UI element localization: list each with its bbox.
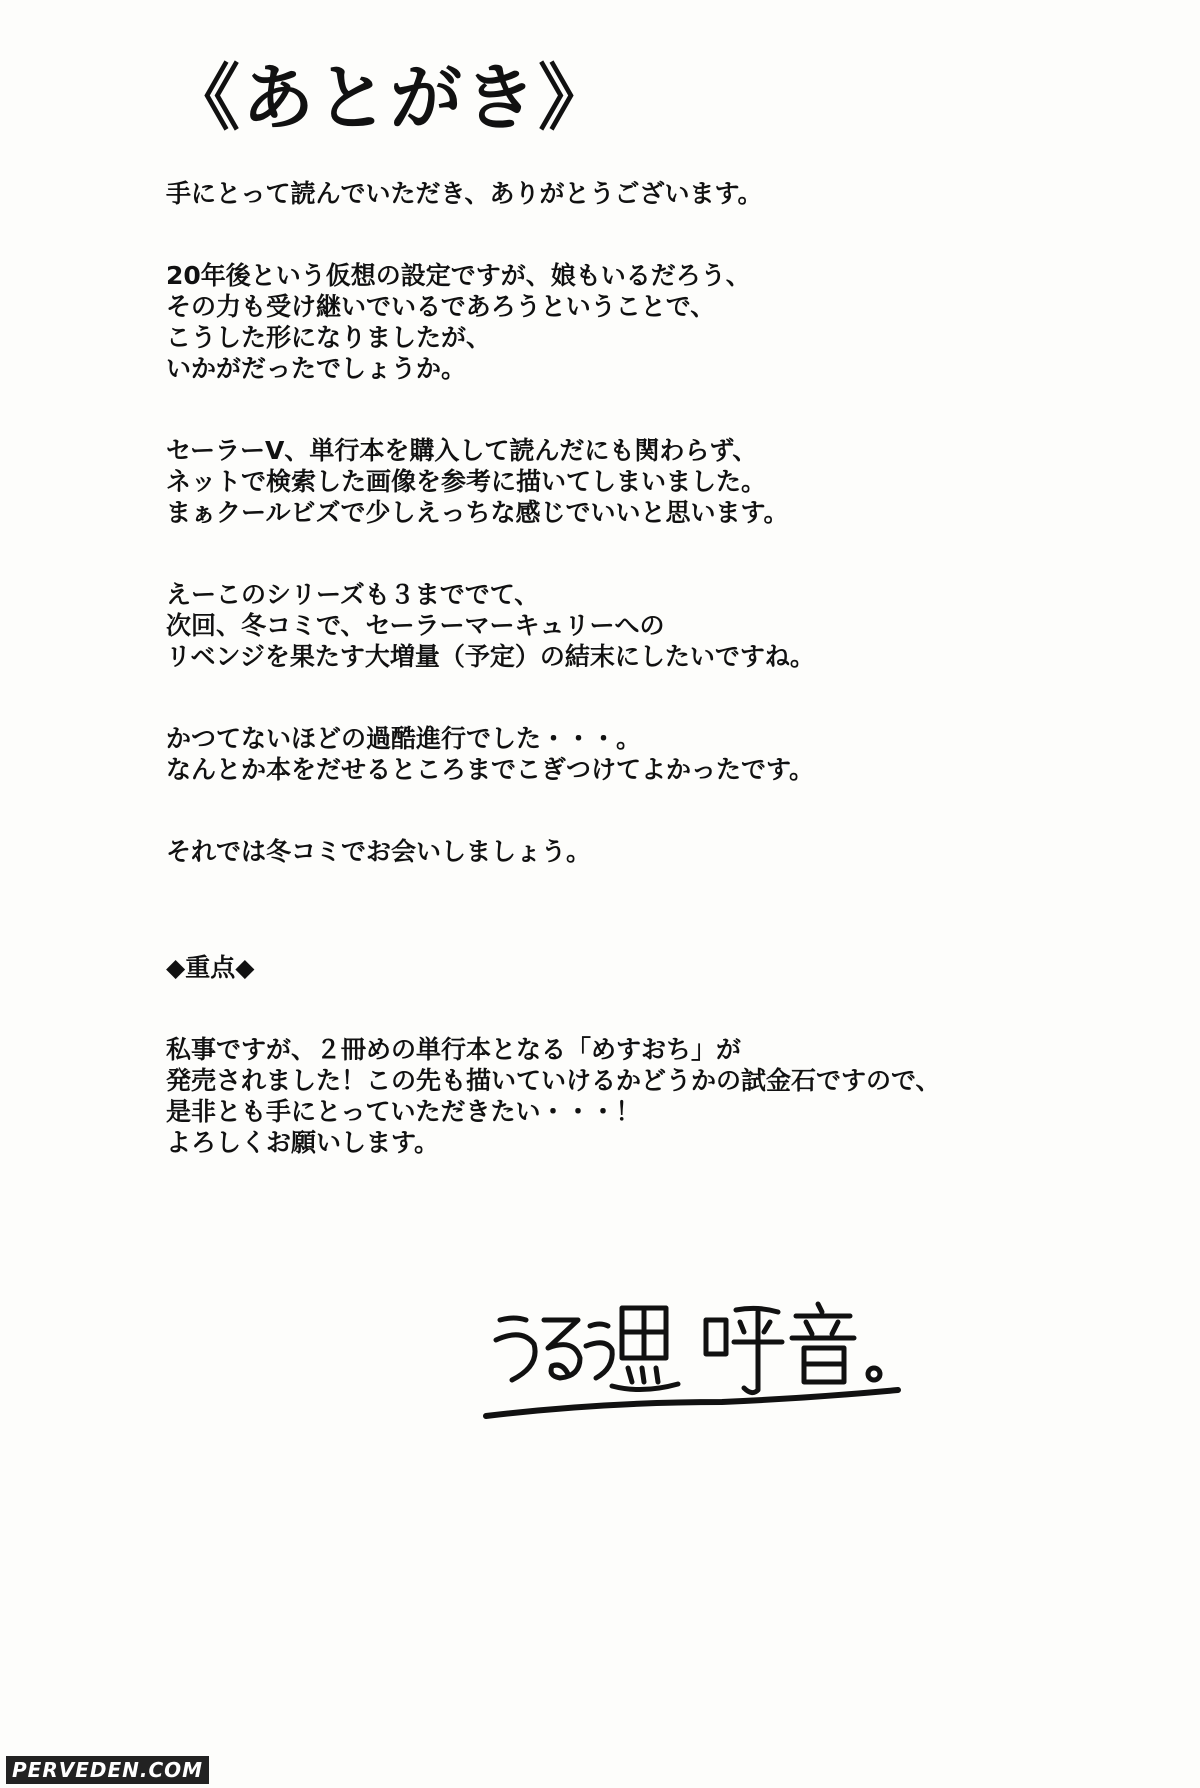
highlight-heading: ◆重点◆	[166, 953, 255, 982]
paragraph-see-you: それでは冬コミでお会いしましょう。	[166, 837, 592, 866]
paragraph-series: えーこのシリーズも３まででて、 次回、冬コミで、セーラーマーキュリーへの リベンジを果たす大増量（予定）の結末にしたいですね。	[166, 580, 815, 671]
author-signature	[482, 1298, 902, 1428]
site-watermark: PERVEDEN.COM	[6, 1756, 209, 1784]
paragraph-sailor-v: セーラーV、単行本を購入して読んだにも関わらず、 ネットで検索した画像を参考に描いてしまいました。 まぁクールビズで少しえっちな感じでいいと思います。	[166, 436, 789, 527]
highlight-text: 私事ですが、２冊めの単行本となる「めすおち」が 発売されました！この先も描いていけるかどうかの試金石ですので、 是非とも手にとっていただきたい・・・！ よろしくお願いします。	[166, 1035, 941, 1157]
paragraph-setting: 20年後という仮想の設定ですが、娘もいるだろう、 その力も受け継いでいるであろうということで、 こうした形になりましたが、 いかがだったでしょうか。	[166, 261, 751, 383]
paragraph-schedule: かつてないほどの過酷進行でした・・・。 なんとか本をだせるところまでこぎつけてよかったです。	[166, 724, 815, 784]
afterword-body	[166, 178, 1066, 1158]
page-title: 《あとがき》	[168, 56, 613, 140]
paragraph-thanks: 手にとって読んでいただき、ありがとうございます。	[166, 179, 763, 208]
